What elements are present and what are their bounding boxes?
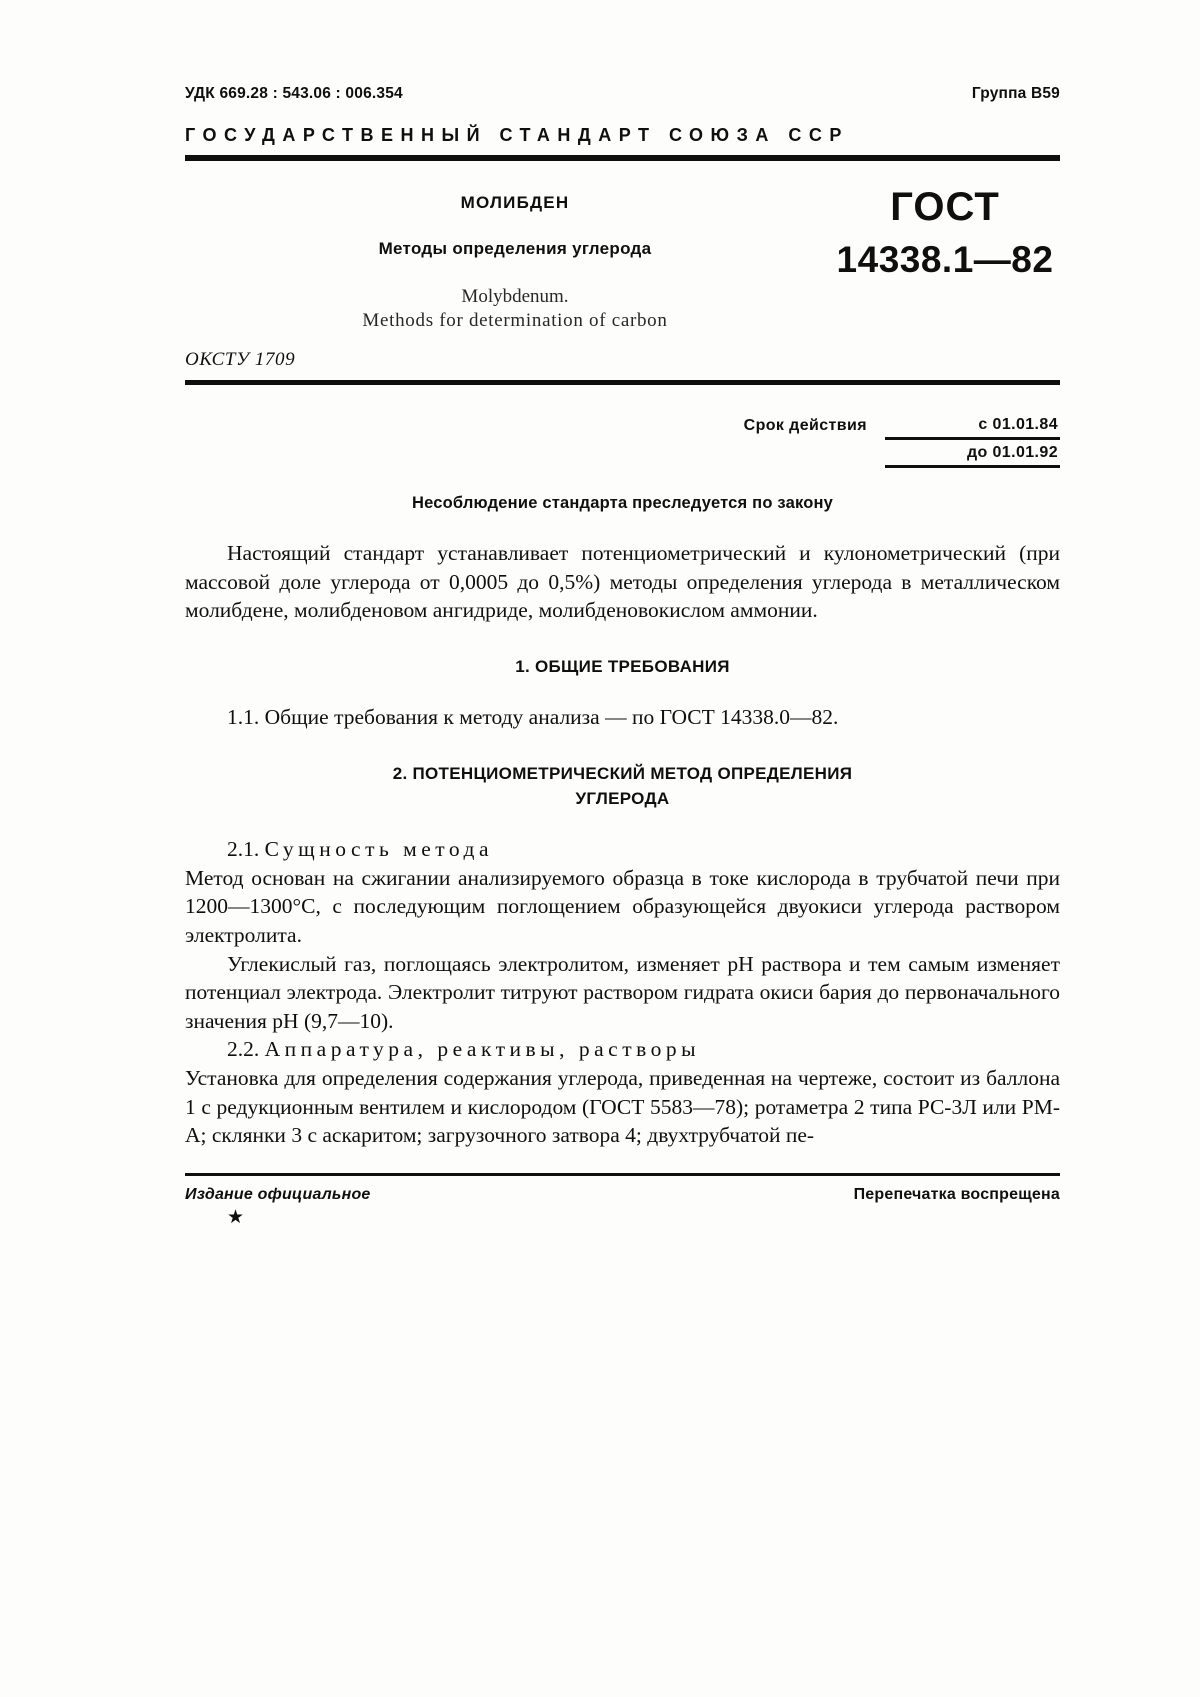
validity-dates	[885, 415, 1060, 468]
validity-block	[185, 415, 1060, 468]
okstu-code: ОКСТУ 1709	[185, 349, 296, 370]
clause-2-1-text2: Углекислый газ, поглощаясь электролитом, изменяет рН раствора и тем самым изменяет потенциал электрода. Электролит титруют раствором гидрата окиси бария до первоначального значения рН (9,7—10).	[185, 951, 1060, 1033]
udk-code: УДК 669.28 : 543.06 : 006.354	[185, 85, 403, 102]
intro-paragraph: Настоящий стандарт устанавливает потенциометрический и кулонометрический (при массовой доле углерода от 0,0005 до 0,5%) методы определения углерода в металлическом молибдене, молибденовом ангидриде, молибденовокислом аммонии.	[185, 541, 1060, 623]
footer-rule	[185, 1173, 1060, 1176]
page-content	[185, 85, 1060, 1150]
validity-label: Срок действия	[743, 417, 867, 434]
document-english-title	[185, 285, 845, 334]
gost-designation	[830, 187, 1060, 278]
footer-edition-note: Издание официальное	[185, 1186, 371, 1203]
section-1-heading: 1. ОБЩИЕ ТРЕБОВАНИЯ	[515, 656, 730, 676]
document-subject: МОЛИБДЕН	[460, 193, 570, 212]
clause-2-2-title: Аппаратура, реактивы, растворы	[264, 1037, 701, 1062]
footer-row	[185, 1186, 1060, 1204]
group-code: Группа В59	[971, 85, 1060, 102]
validity-date-to: до 01.01.92	[885, 440, 1060, 468]
clause-2-2-number: 2.2.	[227, 1037, 260, 1062]
header-rule-thick	[185, 155, 1060, 161]
document-method: Методы определения углерода	[378, 239, 652, 258]
star-icon: ★	[227, 1207, 245, 1228]
footer-reprint-note: Перепечатка воспрещена	[853, 1186, 1060, 1203]
clause-2-1-heading	[185, 835, 1060, 864]
english-title-line1: Molybdenum.	[461, 286, 569, 307]
gost-word: ГОСТ	[890, 185, 1000, 229]
section-2-heading-line2: УГЛЕРОДА	[575, 788, 670, 808]
english-title-line2: Methods for determination of carbon	[362, 310, 668, 332]
clause-2-2-text: Установка для определения содержания углерода, приведенная на чертеже, состоит из баллона 1 с редукционным вентилем и кислородом (ГОСТ 5583—78); ротаметра 2 типа РС-3Л или РМ-А; склянки 3 с аскаритом; загрузочного затвора 4; двухтрубчатой пе-	[185, 1066, 1060, 1148]
title-block	[185, 187, 1060, 337]
section-2-heading	[185, 762, 1060, 811]
validity-date-from: с 01.01.84	[885, 415, 1060, 440]
title-rule	[185, 380, 1060, 385]
page-footer	[185, 1173, 1060, 1227]
gost-number: 14338.1—82	[836, 239, 1054, 280]
document-body	[185, 539, 1060, 1150]
clause-2-1-title: Сущность метода	[264, 837, 494, 862]
clause-1-1: 1.1. Общие требования к методу анализа — по ГОСТ 14338.0—82.	[227, 705, 839, 730]
title-left	[185, 187, 845, 334]
clause-2-1-text: Метод основан на сжигании анализируемого образца в токе кислорода в трубчатой печи при 1200—1300°С, с последующим поглощением образующейся двуокиси углерода раствором электролита.	[185, 865, 1060, 948]
penalty-notice: Несоблюдение стандарта преследуется по закону	[411, 494, 834, 512]
clause-2-1-number: 2.1.	[227, 837, 260, 862]
section-2-heading-line1: 2. ПОТЕНЦИОМЕТРИЧЕСКИЙ МЕТОД ОПРЕДЕЛЕНИЯ	[392, 764, 853, 784]
standard-organization-line: ГОСУДАРСТВЕННЫЙ СТАНДАРТ СОЮЗА ССР	[185, 125, 849, 145]
header-row	[185, 85, 1060, 103]
clause-2-2-heading	[185, 1035, 1060, 1064]
